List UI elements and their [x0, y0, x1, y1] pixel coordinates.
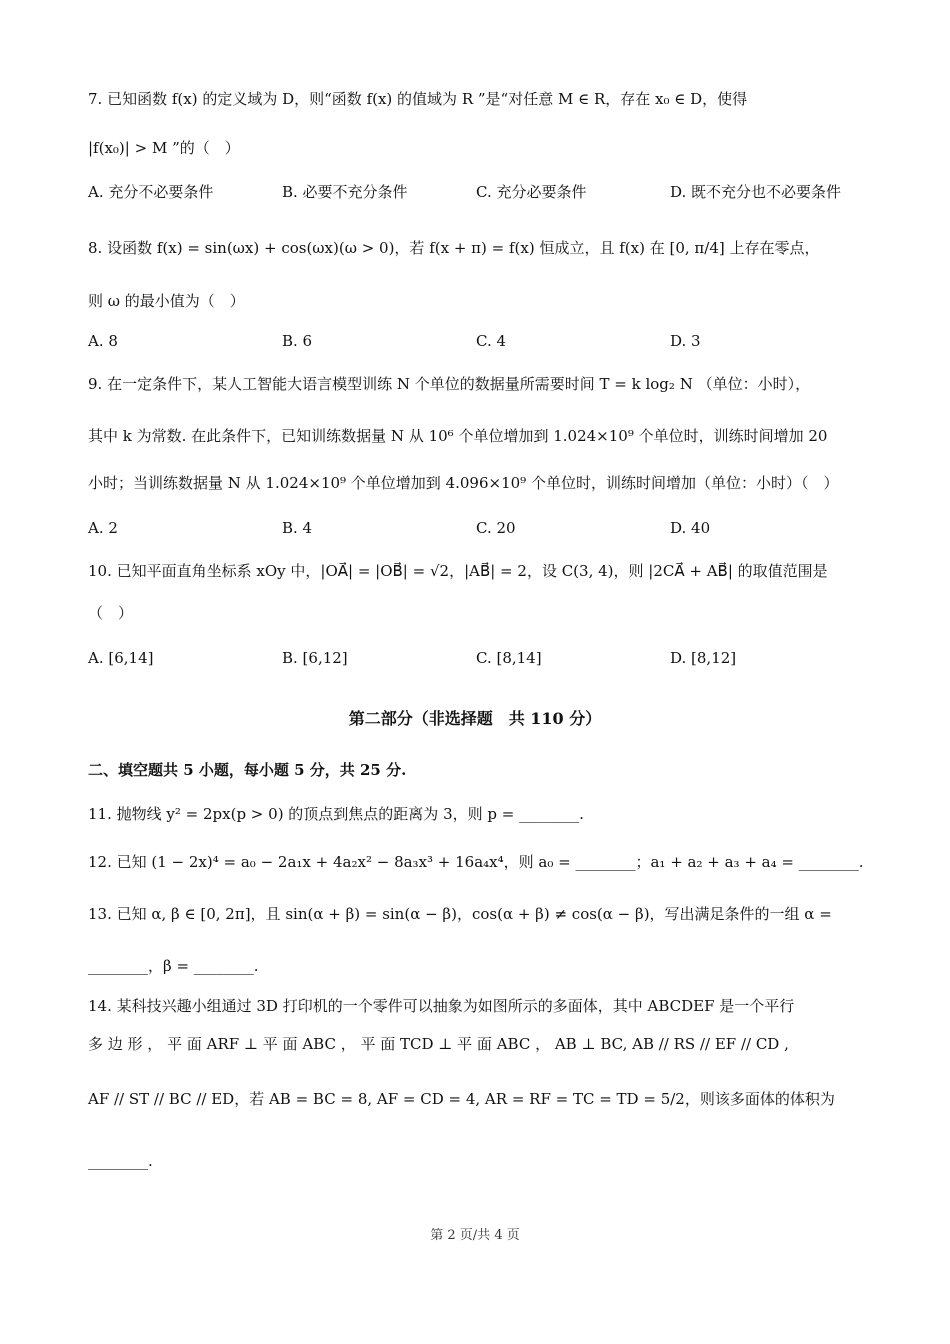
q10-option-a: A. [6,14] [88, 649, 154, 667]
q7-option-c: C. 充分必要条件 [476, 183, 587, 201]
q9-stem-line3: 小时；当训练数据量 N 从 1.024×10⁹ 个单位增加到 4.096×10⁹ 个单位时，训练时间增加（单位：小时）（ ） [88, 474, 839, 492]
q13-stem-line1: 13. 已知 α, β ∈ [0, 2π]，且 sin(α + β) = sin(α − β)，cos(α + β) ≠ cos(α − β)，写出满足条件的一组 α = [88, 905, 832, 923]
section2-title: 二、填空题共 5 小题，每小题 5 分，共 25 分. [88, 761, 407, 779]
q7-stem-line2: |f(x₀)| > M ”的（ ） [88, 139, 240, 157]
q10-stem-line1: 10. 已知平面直角坐标系 xOy 中，|OA⃗| = |OB⃗| = √2，|AB⃗| = 2，设 C(3, 4)，则 |2CA⃗ + AB⃗| 的取值范围是 [88, 562, 828, 580]
q10-option-d: D. [8,12] [670, 649, 737, 667]
q9-option-b: B. 4 [282, 519, 313, 537]
q7-stem-line1: 7. 已知函数 f(x) 的定义域为 D，则“函数 f(x) 的值域为 R ”是“对任意 M ∈ R，存在 x₀ ∈ D，使得 [88, 90, 748, 108]
page-footer: 第 2 页/共 4 页 [430, 1228, 520, 1243]
q10-option-c: C. [8,14] [476, 649, 542, 667]
q14-stem-line2: 多 边 形 ， 平 面 ARF ⊥ 平 面 ABC ， 平 面 TCD ⊥ 平 面 ABC ， AB ⊥ BC, AB // RS // EF // CD , [88, 1035, 789, 1053]
q7-option-b: B. 必要不充分条件 [282, 183, 408, 201]
q9-option-d: D. 40 [670, 519, 711, 537]
q8-option-c: C. 4 [476, 332, 507, 350]
q8-option-b: B. 6 [282, 332, 313, 350]
q10-option-b: B. [6,12] [282, 649, 348, 667]
q10-stem-line2: （ ） [88, 604, 134, 622]
q8-option-d: D. 3 [670, 332, 701, 350]
q14-stem-line4: ________. [88, 1152, 153, 1170]
q9-stem-line1: 9. 在一定条件下，某人工智能大语言模型训练 N 个单位的数据量所需要时间 T = k log₂ N （单位：小时）， [88, 375, 811, 393]
q9-stem-line2: 其中 k 为常数. 在此条件下，已知训练数据量 N 从 10⁶ 个单位增加到 1.024×10⁹ 个单位时，训练时间增加 20 [88, 427, 828, 445]
q9-option-c: C. 20 [476, 519, 516, 537]
q7-option-a: A. 充分不必要条件 [88, 183, 214, 201]
q8-stem-line2: 则 ω 的最小值为（ ） [88, 292, 245, 310]
q14-stem-line3: AF // ST // BC // ED，若 AB = BC = 8, AF = CD = 4, AR = RF = TC = TD = 5/2，则该多面体的体积为 [88, 1090, 835, 1108]
q9-option-a: A. 2 [88, 519, 118, 537]
q11-stem: 11. 抛物线 y² = 2px(p > 0) 的顶点到焦点的距离为 3，则 p = ________. [88, 805, 584, 823]
q13-stem-line2: ________，β = ________. [88, 957, 259, 975]
q12-stem: 12. 已知 (1 − 2x)⁴ = a₀ − 2a₁x + 4a₂x² − 8a₃x³ + 16a₄x⁴，则 a₀ = ________；a₁ + a₂ + a₃ + a₄ = ________. [88, 853, 864, 871]
q8-option-a: A. 8 [88, 332, 118, 350]
q7-option-d: D. 既不充分也不必要条件 [670, 183, 842, 201]
part2-title: 第二部分（非选择题 共 110 分） [348, 709, 602, 728]
q14-stem-line1: 14. 某科技兴趣小组通过 3D 打印机的一个零件可以抽象为如图所示的多面体，其中 ABCDEF 是一个平行 [88, 997, 795, 1015]
q8-stem-line1: 8. 设函数 f(x) = sin(ωx) + cos(ωx)(ω > 0)，若 f(x + π) = f(x) 恒成立，且 f(x) 在 [0, π/4] 上存在零点， [88, 239, 820, 257]
